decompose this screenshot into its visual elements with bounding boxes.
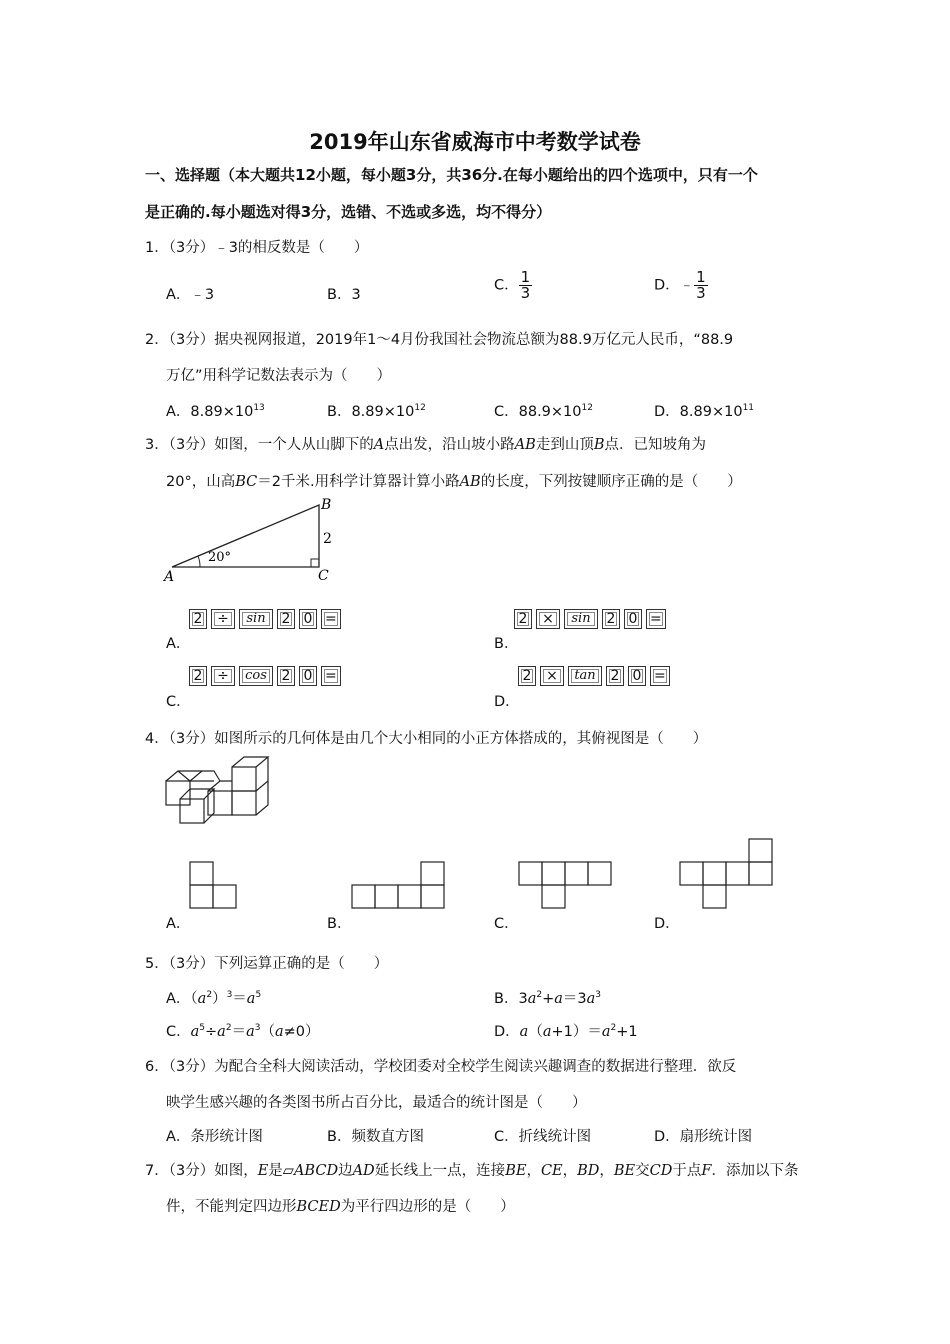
angle-arc: [198, 556, 200, 567]
key: sin: [239, 609, 273, 629]
key: ÷: [211, 666, 235, 686]
q3-option-a-keys: [189, 609, 341, 629]
key: 0: [299, 609, 317, 629]
q2-option-c: C．$88.9\times 10^{12}$: [494, 403, 593, 420]
key: ×: [536, 609, 560, 629]
q1-stem: 1．（3分）﹣3的相反数是（ ）: [145, 240, 369, 256]
key: 0: [299, 666, 317, 686]
label-C: C: [318, 568, 329, 584]
fraction: $\frac{1}{3}$: [520, 268, 531, 302]
key: 2: [514, 609, 532, 629]
q3-option-d-keys: [518, 666, 670, 686]
slope-triangle-figure: [160, 495, 345, 585]
q4-option-d-figure: [680, 839, 775, 911]
label-A: A: [164, 569, 175, 585]
key: ×: [540, 666, 564, 686]
q4-option-a-label: A．: [166, 916, 191, 932]
key: cos: [239, 666, 273, 686]
q4-option-c-label: C．: [494, 916, 519, 932]
q4-option-c-figure: [519, 862, 614, 912]
key: tan: [568, 666, 602, 686]
q6-option-d: D．扇形统计图: [654, 1129, 753, 1145]
q1-option-c: C． $\frac{1}{3}$: [494, 268, 531, 302]
cube-solid-figure: [160, 755, 275, 830]
key: ÷: [211, 609, 235, 629]
q4-option-b-figure: [352, 862, 447, 912]
key: 0: [624, 609, 642, 629]
key: 0: [628, 666, 646, 686]
right-angle-mark: [311, 559, 319, 567]
key: =: [321, 666, 341, 686]
q6-option-a: A．条形统计图: [166, 1129, 263, 1145]
q3-option-d-label: D．: [494, 694, 520, 710]
q3-option-a-label: A．: [166, 636, 191, 652]
q5-option-a: A．$(a^2)^3=a^5$: [166, 990, 262, 1007]
q2-stem-line2: 万亿”用科学记数法表示为（ ）: [166, 368, 392, 384]
q5-option-d: D．$a(a+1)=a^2+1$: [494, 1023, 638, 1040]
key: sin: [564, 609, 598, 629]
q1-option-d: D．﹣ $\frac{1}{3}$: [654, 268, 706, 302]
key: 2: [518, 666, 536, 686]
key: 2: [189, 666, 207, 686]
q3-option-c-keys: [189, 666, 341, 686]
q3-stem-line1: 3．（3分）如图，一个人从山脚下的A点出发，沿山坡小路AB走到山顶B点．已知坡角为: [145, 437, 706, 453]
q2-option-d: D．$8.89\times 10^{11}$: [654, 403, 755, 420]
key: 2: [602, 609, 620, 629]
q3-option-b-label: B．: [494, 636, 519, 652]
q3-option-b-keys: [514, 609, 666, 629]
q4-option-b-label: B．: [327, 916, 352, 932]
page-title: 2019年山东省威海市中考数学试卷: [309, 130, 641, 154]
q5-option-b: B．$3a^2+a=3a^3$: [494, 990, 602, 1007]
q1-option-b: B．3: [327, 287, 361, 303]
q1-option-a: A．﹣3: [166, 287, 215, 303]
q5-option-c: C．$a^5\div a^2=a^3(a\ne 0)$: [166, 1023, 320, 1040]
q5-stem: 5．（3分）下列运算正确的是（ ）: [145, 956, 389, 972]
key: =: [650, 666, 670, 686]
height-label: 2: [323, 531, 332, 547]
q4-option-d-label: D．: [654, 916, 680, 932]
section-heading-line2: 是正确的.每小题选对得3分，选错、不选或多选，均不得分）: [145, 203, 552, 221]
key: 2: [189, 609, 207, 629]
key: 2: [277, 609, 295, 629]
q6-stem-line1: 6．（3分）为配合全科大阅读活动，学校团委对全校学生阅读兴趣调查的数据进行整理．欲反: [145, 1059, 737, 1075]
key: 2: [606, 666, 624, 686]
q2-option-b: B．$8.89\times 10^{12}$: [327, 403, 426, 420]
q6-option-b: B．频数直方图: [327, 1129, 424, 1145]
triangle: [172, 505, 319, 567]
q2-stem-line1: 2．（3分）据央视网报道，2019年1～4月份我国社会物流总额为88.9万亿元人民币，“88.9: [145, 332, 734, 348]
key: 2: [277, 666, 295, 686]
q6-option-c: C．折线统计图: [494, 1129, 592, 1145]
angle-label: 20°: [208, 550, 232, 565]
label-B: B: [321, 497, 332, 513]
q2-option-a: A．$8.89\times 10^{13}$: [166, 403, 265, 420]
q4-stem: 4．（3分）如图所示的几何体是由几个大小相同的小正方体搭成的，其俯视图是（ ）: [145, 731, 708, 747]
q6-stem-line2: 映学生感兴趣的各类图书所占百分比，最适合的统计图是（ ）: [166, 1095, 587, 1111]
q4-option-a-figure: [190, 862, 240, 912]
key: =: [321, 609, 341, 629]
section-heading-line1: 一、选择题（本大题共12小题，每小题3分，共36分.在每小题给出的四个选项中，只有一个: [145, 166, 758, 184]
q7-stem-line1: 7．（3分）如图，E是▱ABCD边AD延长线上一点，连接BE，CE，BD，BE交CD于点F．添加以下条: [145, 1163, 799, 1179]
q7-stem-line2: 件，不能判定四边形BCED为平行四边形的是（ ）: [166, 1199, 515, 1215]
key: =: [646, 609, 666, 629]
fraction: $\frac{1}{3}$: [696, 268, 706, 302]
q3-option-c-label: C．: [166, 694, 191, 710]
q3-stem-line2: 20°，山高BC＝2千米.用科学计算器计算小路AB的长度，下列按键顺序正确的是（ ）: [166, 474, 742, 490]
